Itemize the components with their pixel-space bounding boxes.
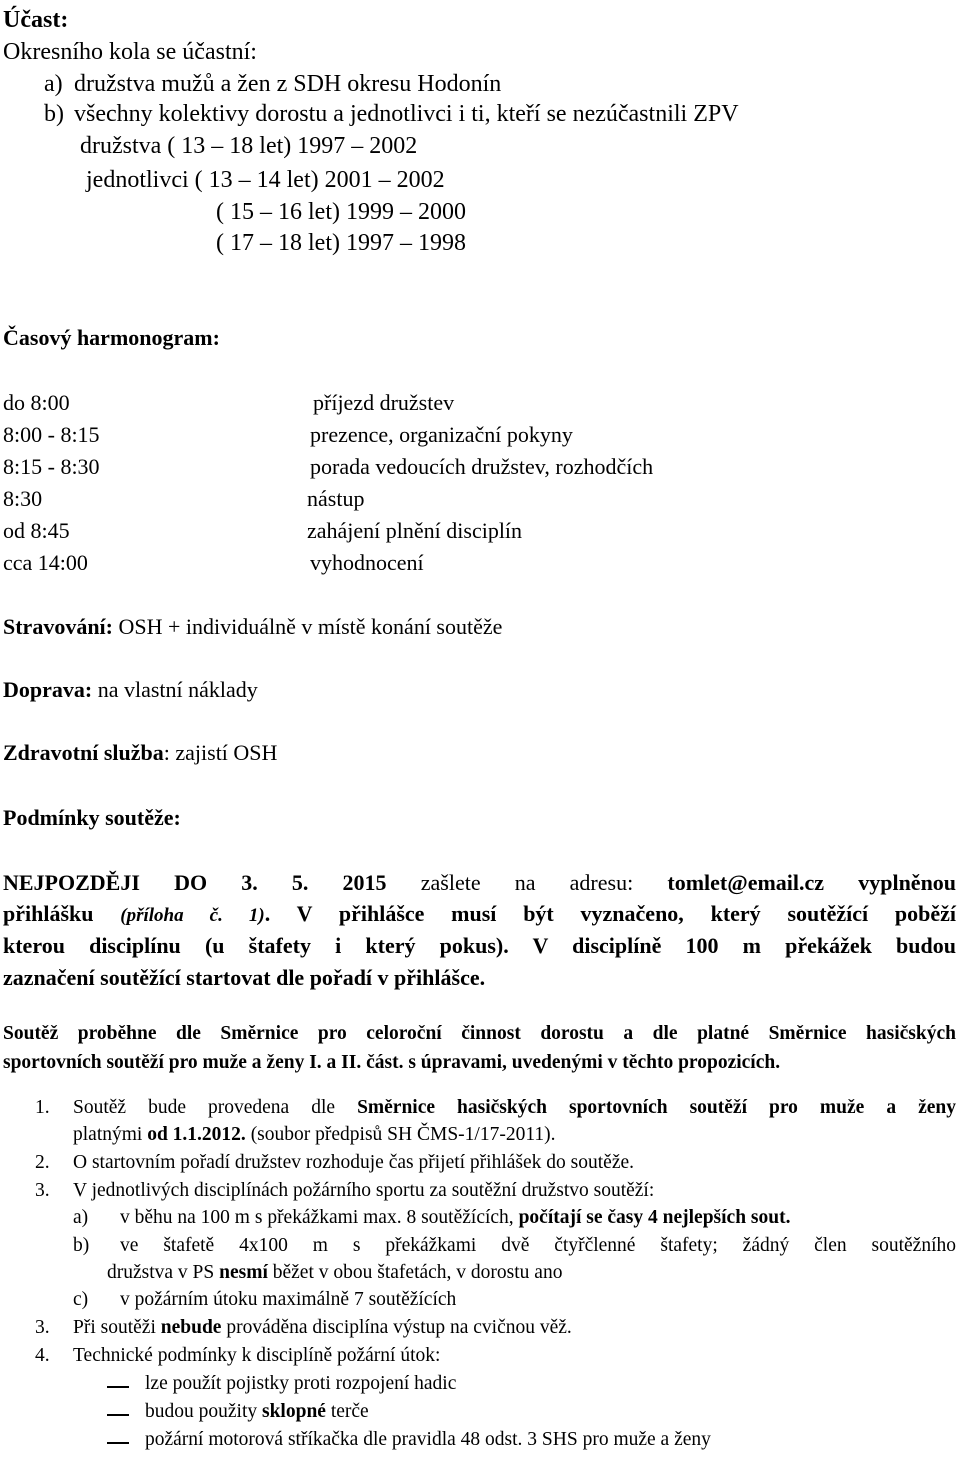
schedule-time: cca 14:00 xyxy=(3,550,88,575)
conditions-mid: zašlete na adresu: xyxy=(420,870,634,895)
rule-3a-line xyxy=(120,1208,790,1228)
age-line: ( 15 – 16 let) 1999 – 2000 xyxy=(216,199,466,225)
rule-1-valid: platnými xyxy=(73,1124,143,1145)
schedule-event: vyhodnocení xyxy=(310,550,424,575)
rule-2-text: O startovním pořadí družstev rozhoduje čas přijetí přihlášek do soutěže. xyxy=(73,1152,635,1173)
rule-3b-bold: nesmí xyxy=(219,1262,268,1283)
rule-4-item: lze použít pojistky proti rozpojení hadic xyxy=(145,1373,457,1394)
conditions-line-4: zaznačení soutěžící startovat dle pořadí v přihlášce. xyxy=(3,965,486,990)
transport-text: na vlastní náklady xyxy=(97,677,258,702)
attachment-ref: (příloha č. 1) xyxy=(120,905,265,926)
participation-heading: Účast: xyxy=(3,7,69,33)
rule-1-text: Soutěž bude provedena dle xyxy=(73,1097,336,1118)
participation-item-b: všechny kolektivy dorostu a jednotlivci i ti, kteří se nezúčastnili ZPV xyxy=(74,101,739,127)
rule-3b-line-2 xyxy=(107,1263,562,1283)
rule-3b-marker: b) xyxy=(73,1235,90,1256)
rule-1-bold: Směrnice hasičských sportovních soutěží pro muže a ženy xyxy=(357,1097,956,1118)
rule-3a-marker: a) xyxy=(73,1207,89,1228)
rule-3x-text: Při soutěži xyxy=(73,1317,156,1338)
rule-3b-rest: běžet v obou štafetách, v dorostu ano xyxy=(272,1262,563,1283)
schedule-event: nástup xyxy=(307,486,365,511)
conditions-end: vyplněnou xyxy=(858,870,957,895)
transport-label: Doprava: xyxy=(3,677,93,702)
schedule-event: zahájení plnění disciplín xyxy=(307,518,523,543)
schedule-time: 8:15 - 8:30 xyxy=(3,454,100,479)
conditions-line-3: kterou disciplínu (u štafety i který pokus). V disciplíně 100 m překážek budou xyxy=(3,933,956,958)
schedule-time: od 8:45 xyxy=(3,518,70,543)
dash-bullet-icon xyxy=(107,1386,129,1388)
schedule-event: porada vedoucích družstev, rozhodčích xyxy=(310,454,654,479)
boarding-text: OSH + individuálně v místě konání soutěže xyxy=(118,614,503,639)
transport-line xyxy=(3,679,258,701)
rule-4-item-bold: sklopné xyxy=(262,1401,326,1422)
rules-note-line-2: sportovních soutěží pro muže a ženy I. a II. část. s úpravami, uvedenými v těchto propozicích. xyxy=(3,1052,781,1073)
participation-intro: Okresního kola se účastní: xyxy=(3,39,257,65)
rule-3c-marker: c) xyxy=(73,1289,89,1310)
rule-4-item-text: budou použity xyxy=(145,1401,258,1422)
rule-number: 2. xyxy=(35,1152,50,1173)
rule-3x-bold: nebude xyxy=(160,1317,222,1338)
rule-3-text: V jednotlivých disciplínách požárního sportu za soutěžní družstvo soutěží: xyxy=(73,1180,655,1201)
medical-label: Zdravotní služba xyxy=(3,740,164,765)
conditions-form: přihlášku xyxy=(3,901,94,926)
conditions-line-1 xyxy=(3,872,956,894)
dash-bullet-icon xyxy=(107,1442,129,1444)
rule-3x-rest: prováděna disciplína výstup na cvičnou věž. xyxy=(226,1317,572,1338)
age-line: ( 17 – 18 let) 1997 – 1998 xyxy=(216,230,466,256)
dash-bullet-icon xyxy=(107,1414,129,1416)
rule-3c-text: v požárním útoku maximálně 7 soutěžících xyxy=(120,1289,457,1310)
schedule-time: 8:00 - 8:15 xyxy=(3,422,100,447)
rule-4-item xyxy=(145,1402,369,1422)
rules-note-line-1: Soutěž proběhne dle Směrnice pro celoroční činnost dorostu a dle platné Směrnice hasičských xyxy=(3,1023,956,1044)
schedule-time: do 8:00 xyxy=(3,390,70,415)
conditions-rest: . V přihlášce musí být vyznačeno, který soutěžící poběží xyxy=(264,901,956,926)
rule-1-date: od 1.1.2012. xyxy=(147,1124,246,1145)
medical-text: : zajistí OSH xyxy=(163,740,278,765)
rule-3a-bold: počítají se časy 4 nejlepších sout. xyxy=(518,1207,791,1228)
rule-3b-line-1: ve štafetě 4x100 m s překážkami dvě čtyřčlenné štafety; žádný člen soutěžního xyxy=(120,1235,956,1256)
schedule-event: příjezd družstev xyxy=(313,390,455,415)
rule-number: 1. xyxy=(35,1097,50,1118)
rule-4-item-rest: terče xyxy=(330,1401,369,1422)
rule-4-item: požární motorová stříkačka dle pravidla 48 odst. 3 SHS pro muže a ženy xyxy=(145,1429,711,1450)
schedule-event: prezence, organizační pokyny xyxy=(310,422,573,447)
participation-item-a: družstva mužů a žen z SDH okresu Hodonín xyxy=(74,71,502,97)
rule-number: 3. xyxy=(35,1180,50,1201)
rule-1-line-2 xyxy=(73,1125,555,1145)
conditions-heading: Podmínky soutěže: xyxy=(3,805,181,830)
age-line: družstva ( 13 – 18 let) 1997 – 2002 xyxy=(80,133,418,159)
list-marker-b: b) xyxy=(44,101,64,127)
medical-line xyxy=(3,742,277,764)
schedule-time: 8:30 xyxy=(3,486,43,511)
list-marker-a: a) xyxy=(44,71,63,97)
rule-4-text: Technické podmínky k disciplíně požární útok: xyxy=(73,1345,441,1366)
age-line: jednotlivci ( 13 – 14 let) 2001 – 2002 xyxy=(86,167,445,193)
boarding-line xyxy=(3,616,502,638)
email-address: tomlet@email.cz xyxy=(667,870,825,895)
rule-3a-text: v běhu na 100 m s překážkami max. 8 soutěžících, xyxy=(120,1207,514,1228)
rule-number: 3. xyxy=(35,1317,50,1338)
rule-3b-text: družstva v PS xyxy=(107,1262,215,1283)
rule-3x-line xyxy=(73,1318,572,1338)
deadline: NEJPOZDĚJI DO 3. 5. 2015 xyxy=(3,870,387,895)
rule-number: 4. xyxy=(35,1345,50,1366)
boarding-label: Stravování: xyxy=(3,614,113,639)
rule-1-line-1 xyxy=(73,1098,956,1118)
rule-1-source: (soubor předpisů SH ČMS-1/17-2011). xyxy=(250,1124,556,1145)
schedule-heading: Časový harmonogram: xyxy=(3,325,220,350)
conditions-line-2 xyxy=(3,903,956,925)
